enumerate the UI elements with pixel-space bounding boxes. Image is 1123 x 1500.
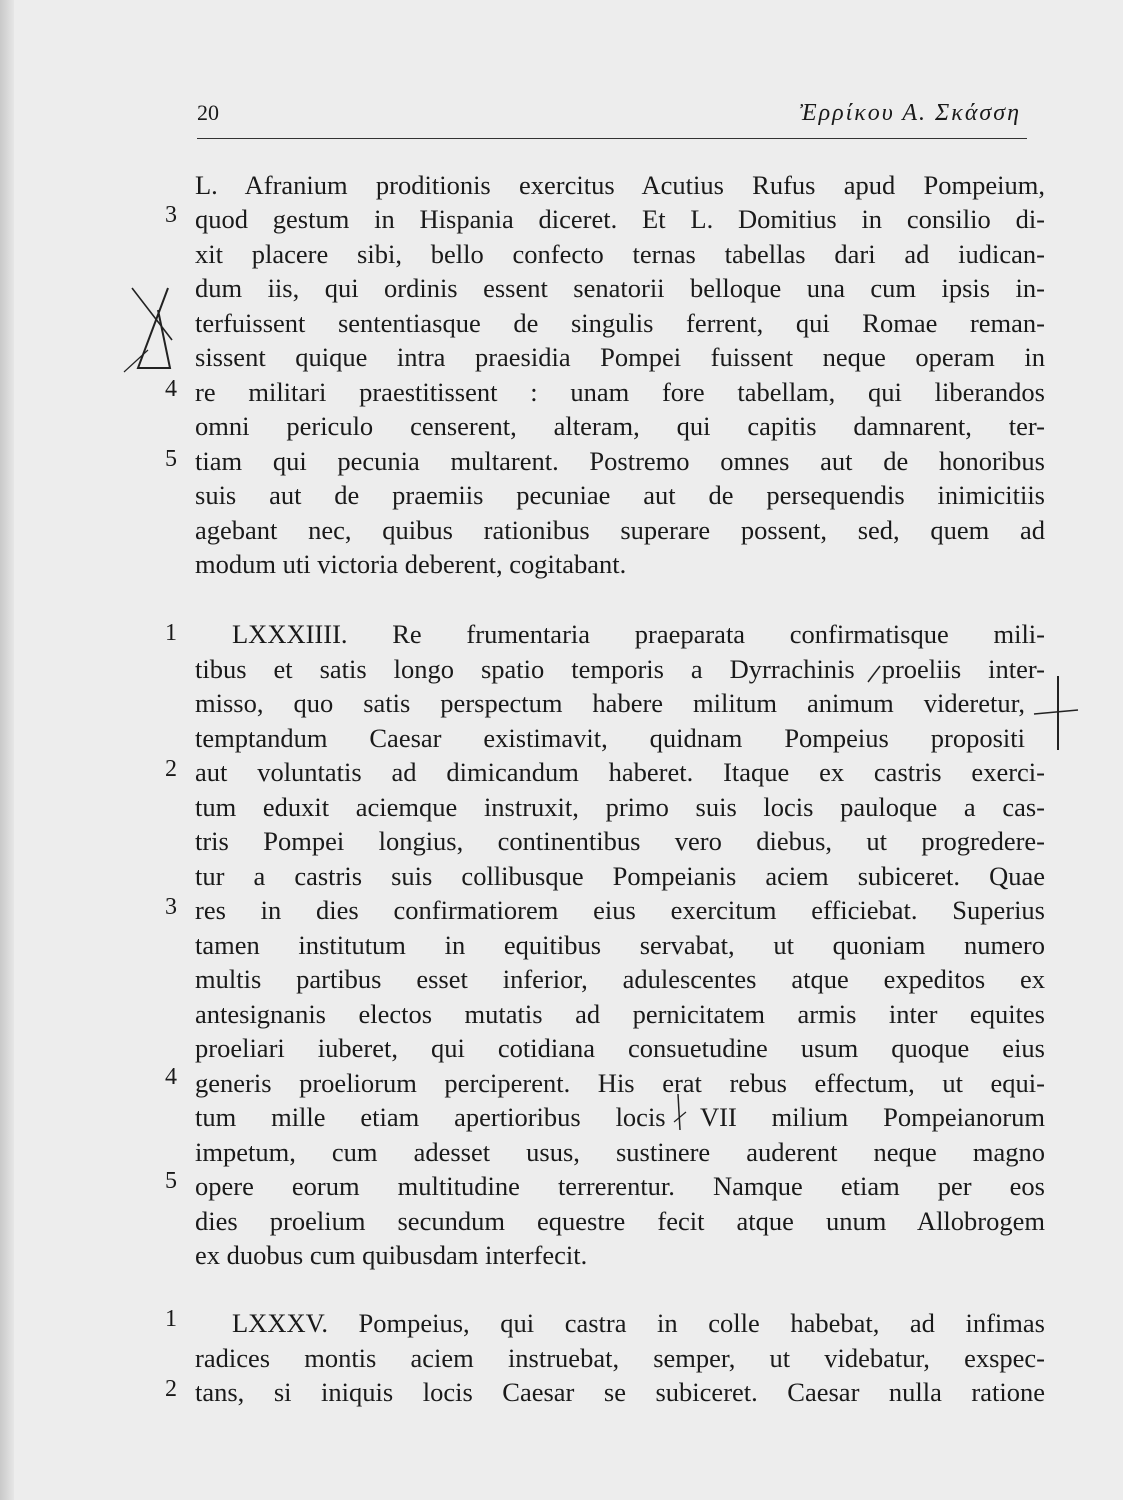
text-line: tum mille etiam apertioribus locis VII milium Pompeianorum — [195, 1102, 1045, 1132]
text-line: tur a castris suis collibusque Pompeianis aciem subiceret. Quae — [195, 861, 1045, 891]
text-line: tris Pompei longius, continentibus vero diebus, ut progredere- — [195, 826, 1045, 856]
text-line: radices montis aciem instruebat, semper, ut videbatur, exspec- — [195, 1343, 1045, 1373]
text-line: tiam qui pecunia multarent. Postremo omnes aut de honoribus — [195, 446, 1045, 476]
text-line: sissent quique intra praesidia Pompei fuissent neque operam in — [195, 342, 1045, 372]
page-number: 20 — [197, 100, 219, 125]
text-line: res in dies confirmatiorem eius exercitum efficiebat. Superius — [195, 895, 1045, 925]
text-line: temptandum Caesar existimavit, quidnam Pompeius propositi — [195, 723, 1025, 753]
page-header — [197, 98, 1027, 139]
page-edge — [0, 0, 14, 1500]
text-line: modum uti victoria deberent, cogitabant. — [195, 549, 627, 579]
text-line: agebant nec, quibus rationibus superare possent, sed, quem ad — [195, 515, 1045, 545]
text-line: LXXXV. Pompeius, qui castra in colle habebat, ad infimas — [232, 1308, 1045, 1338]
text-line: omni periculo censerent, alteram, qui capitis damnarent, ter- — [195, 411, 1045, 441]
margin-number: 5 — [165, 1168, 177, 1194]
text-line: LXXXIIII. Re frumentaria praeparata confirmatisque mili- — [232, 619, 1045, 649]
text-line: aut voluntatis ad dimicandum haberet. Itaque ex castris exerci- — [195, 757, 1045, 787]
text-line: opere eorum multitudine terrerentur. Namque etiam per eos — [195, 1171, 1045, 1201]
text-line: tibus et satis longo spatio temporis a Dyrrachinis proeliis inter- — [195, 654, 1045, 684]
running-head: Ἐρρίκου Α. Σκάσση — [799, 100, 1021, 126]
text-line: suis aut de praemiis pecuniae aut de persequendis inimicitiis — [195, 480, 1045, 510]
text-line: tum eduxit aciemque instruxit, primo suis locis pauloque a cas- — [195, 792, 1045, 822]
text-line: proeliari iuberet, qui cotidiana consuetudine usum quoque eius — [195, 1033, 1045, 1063]
margin-number: 4 — [165, 1064, 177, 1090]
margin-number: 5 — [165, 446, 177, 472]
text-line: multis partibus esset inferior, adulescentes atque expeditos ex — [195, 964, 1045, 994]
text-line: misso, quo satis perspectum habere militum animum videretur, — [195, 688, 1025, 718]
text-line: re militari praestitissent : unam fore tabellam, qui liberandos — [195, 377, 1045, 407]
margin-number: 3 — [165, 202, 177, 228]
text-line: L. Afranium proditionis exercitus Acutius Rufus apud Pompeium, — [195, 170, 1045, 200]
text-line: ex duobus cum quibusdam interfecit. — [195, 1240, 588, 1270]
margin-number: 1 — [165, 620, 177, 646]
text-line: dum iis, qui ordinis essent senatorii belloque una cum ipsis in- — [195, 273, 1045, 303]
text-line: impetum, cum adesset usus, sustinere auderent neque magno — [195, 1137, 1045, 1167]
margin-number: 2 — [165, 756, 177, 782]
text-line: terfuissent sententiasque de singulis ferrent, qui Romae reman- — [195, 308, 1045, 338]
text-line: dies proelium secundum equestre fecit atque unum Allobrogem — [195, 1206, 1045, 1236]
text-line: generis proeliorum perciperent. His erat rebus effectum, ut equi- — [195, 1068, 1045, 1098]
margin-number: 2 — [165, 1376, 177, 1402]
margin-number: 1 — [165, 1306, 177, 1332]
text-line: antesignanis electos mutatis ad pernicitatem armis inter equites — [195, 999, 1045, 1029]
text-line: tans, si iniquis locis Caesar se subiceret. Caesar nulla ratione — [195, 1377, 1045, 1407]
margin-number: 3 — [165, 894, 177, 920]
text-line: quod gestum in Hispania diceret. Et L. Domitius in consilio di- — [195, 204, 1045, 234]
text-line: xit placere sibi, bello confecto ternas tabellas dari ad iudican- — [195, 239, 1045, 269]
text-line: tamen institutum in equitibus servabat, ut quoniam numero — [195, 930, 1045, 960]
margin-number: 4 — [165, 376, 177, 402]
